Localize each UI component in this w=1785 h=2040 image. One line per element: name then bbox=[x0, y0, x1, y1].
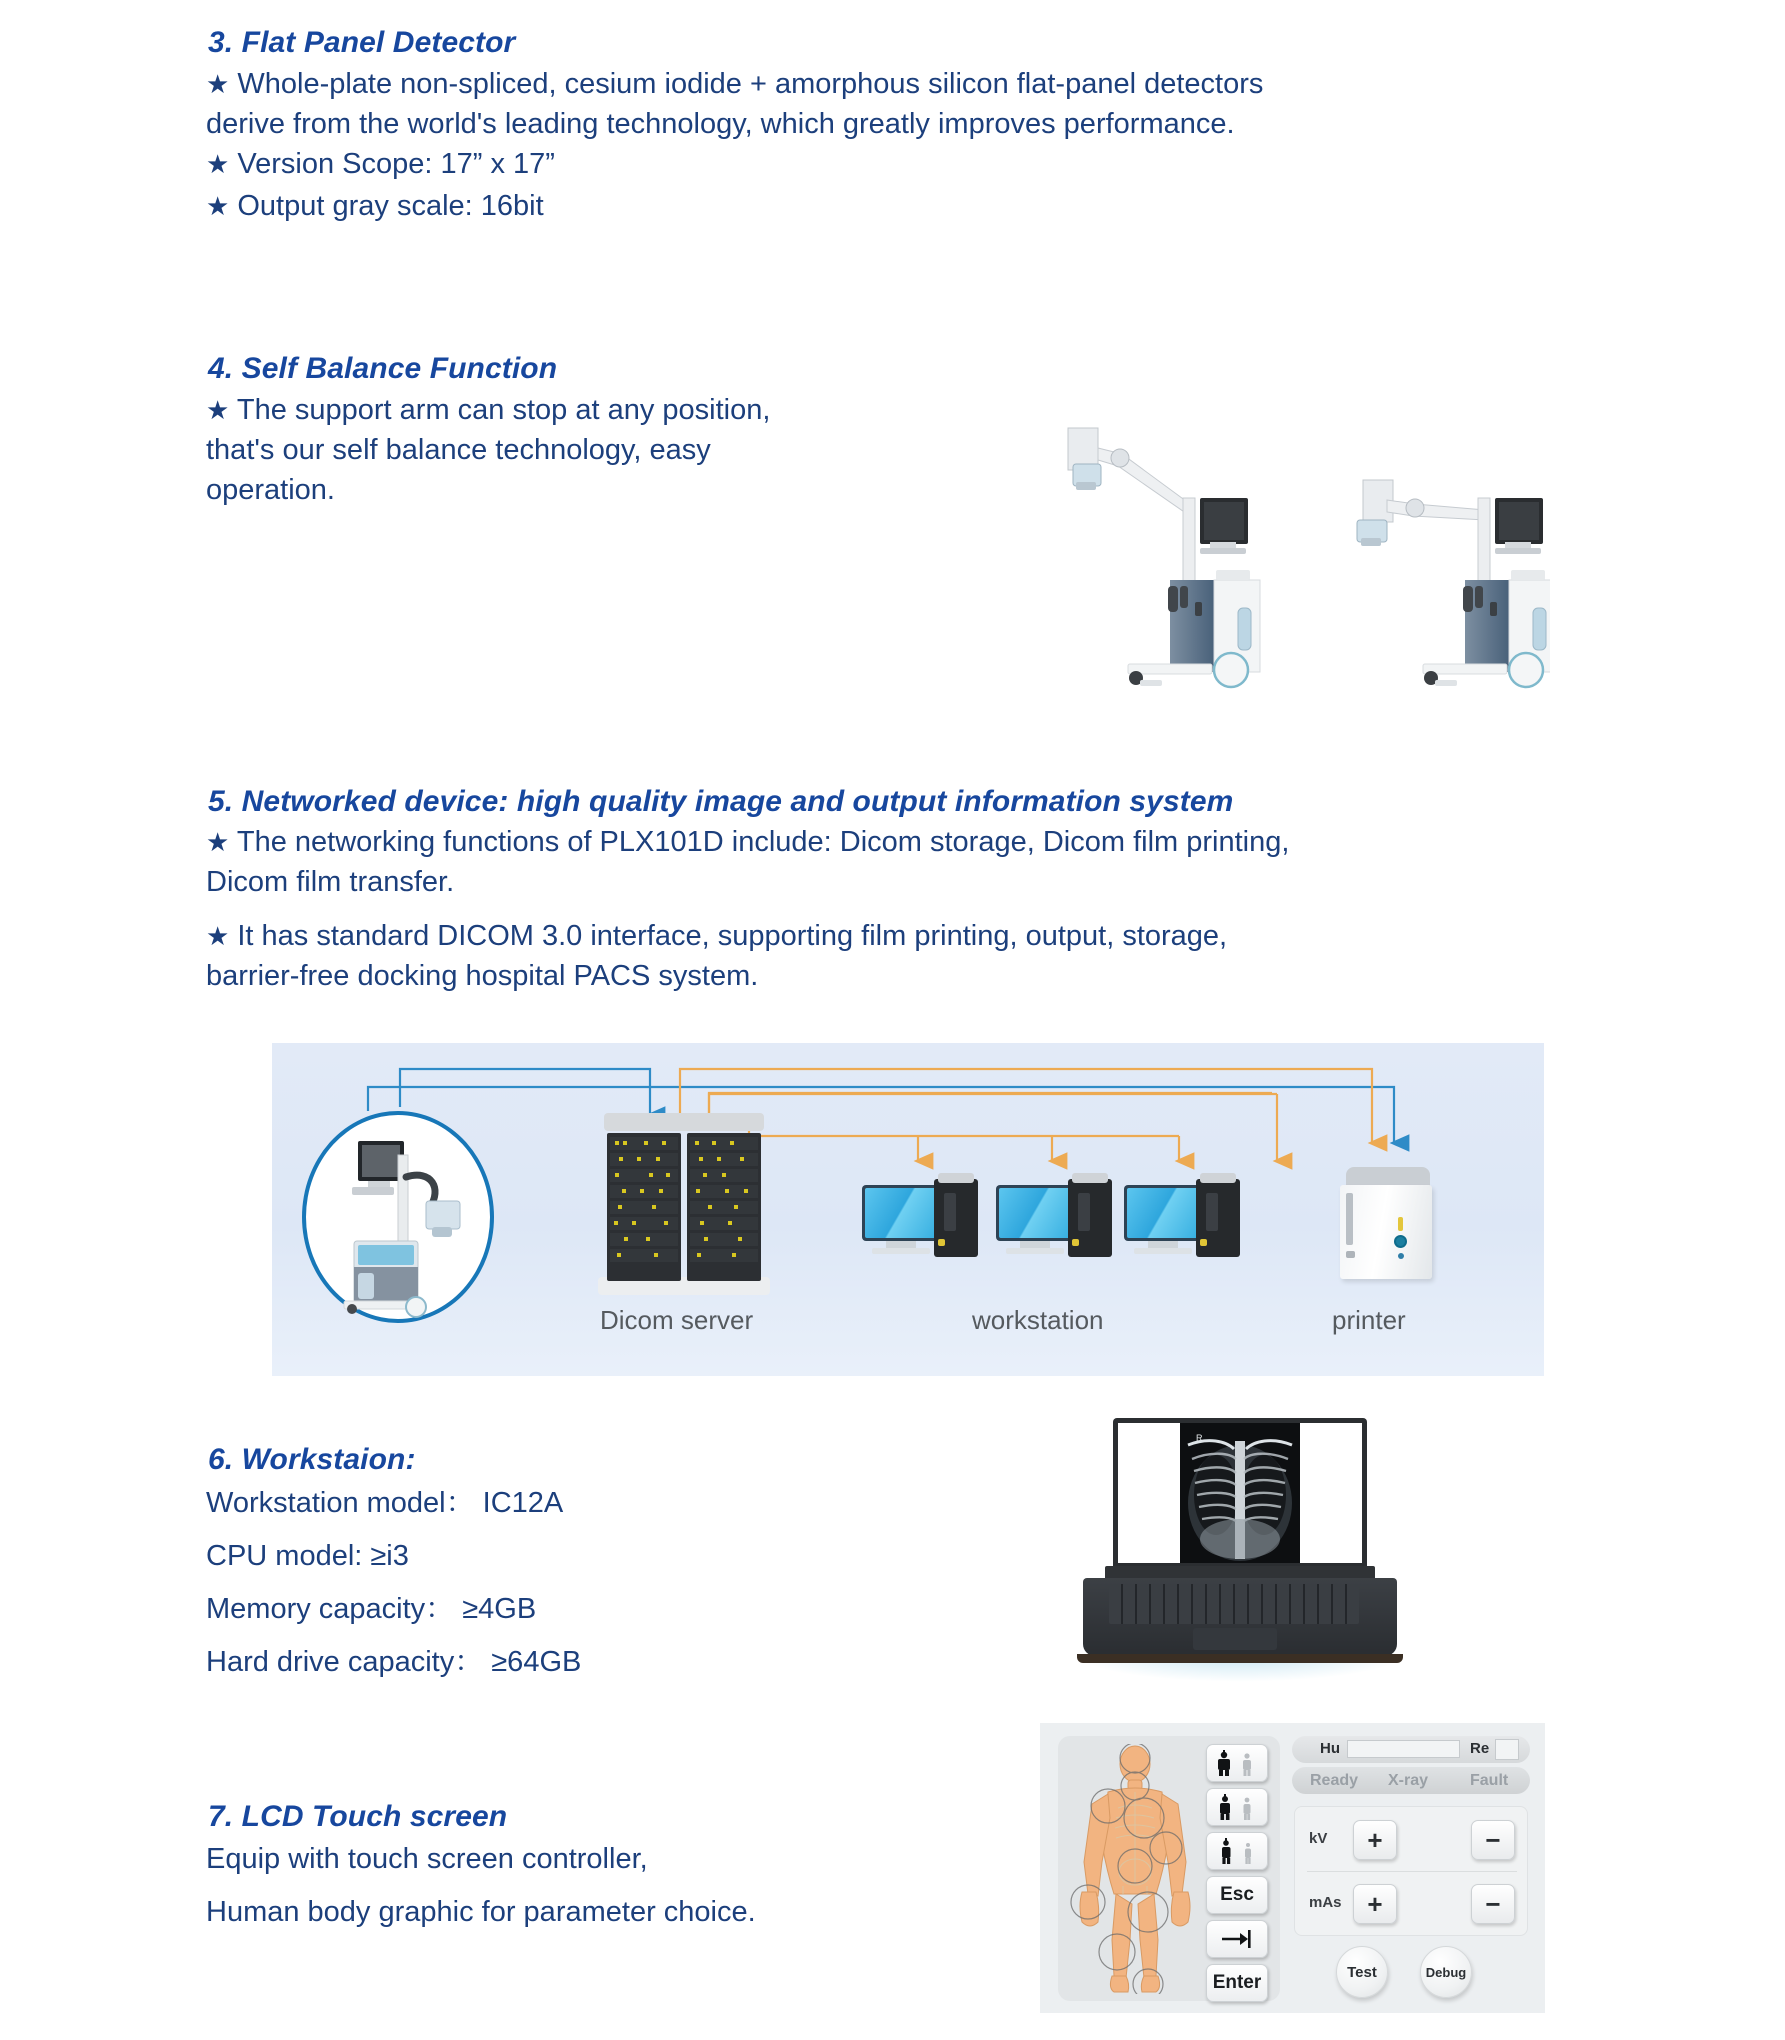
printer-body bbox=[1340, 1185, 1432, 1279]
workstation-3 bbox=[1124, 1171, 1244, 1261]
chest-xray-image bbox=[1180, 1423, 1300, 1563]
section-6-heading: 6. Workstaion: bbox=[208, 1443, 416, 1476]
mas-row bbox=[1295, 1872, 1529, 1936]
section-7-line-2: Human body graphic for parameter choice. bbox=[206, 1896, 756, 1928]
human-body-graphic[interactable] bbox=[1068, 1744, 1202, 1994]
printer-power-icon bbox=[1394, 1235, 1407, 1248]
monitor-stand bbox=[1148, 1241, 1178, 1248]
printer-label: printer bbox=[1332, 1305, 1406, 1335]
section-7-heading: 7. LCD Touch screen bbox=[208, 1800, 508, 1833]
printer-indicator-blue bbox=[1398, 1253, 1404, 1259]
rack-units bbox=[604, 1113, 764, 1285]
hu-label: Hu bbox=[1320, 1740, 1340, 1757]
workstation-1 bbox=[862, 1171, 982, 1261]
workstation-2 bbox=[996, 1171, 1116, 1261]
body-size-3-icon bbox=[1214, 1838, 1260, 1864]
xray-machines-illustration bbox=[1050, 420, 1550, 720]
bullet-star-icon: ★ bbox=[206, 149, 230, 179]
section-4-line-1 bbox=[206, 394, 770, 426]
section-3-line-3-text: Version Scope: 17” x 17” bbox=[237, 148, 555, 180]
tower-led bbox=[1200, 1239, 1207, 1246]
laptop-trackpad[interactable] bbox=[1193, 1628, 1277, 1650]
status-fault: Fault bbox=[1470, 1772, 1509, 1789]
monitor-3 bbox=[1124, 1185, 1202, 1241]
monitor-2 bbox=[996, 1185, 1074, 1241]
tower-top bbox=[1200, 1173, 1236, 1183]
section-6-line-1: Workstation model： IC12A bbox=[206, 1487, 564, 1519]
printer-film-slot bbox=[1346, 1193, 1353, 1245]
monitor-stand bbox=[886, 1241, 916, 1248]
enter-key[interactable]: Enter bbox=[1206, 1964, 1268, 2002]
section-5-line-2: Dicom film transfer. bbox=[206, 866, 455, 898]
monitor-screen bbox=[865, 1188, 937, 1238]
section-3-line-2: derive from the world's leading technology, which greatly improves performance. bbox=[206, 108, 1235, 140]
monitor-base bbox=[1006, 1248, 1064, 1254]
mobile-xray-machine-photos bbox=[1050, 420, 1550, 720]
section-5-line-1 bbox=[206, 826, 1289, 858]
dicom-server-rack bbox=[604, 1113, 764, 1285]
kv-row bbox=[1295, 1808, 1529, 1872]
laptop-screen bbox=[1118, 1423, 1362, 1563]
section-5-line-3-text: It has standard DICOM 3.0 interface, supporting film printing, output, storage, bbox=[237, 920, 1228, 952]
printer-indicator-yellow bbox=[1398, 1217, 1403, 1231]
section-5-line-4: barrier-free docking hospital PACS system. bbox=[206, 960, 759, 992]
kv-increase-button[interactable]: + bbox=[1353, 1820, 1397, 1860]
mas-decrease-button[interactable]: − bbox=[1471, 1884, 1515, 1924]
laptop-lid bbox=[1113, 1418, 1367, 1568]
parameter-controls-area[interactable] bbox=[1292, 1736, 1530, 2001]
section-5-line-3 bbox=[206, 920, 1227, 952]
section-4-heading: 4. Self Balance Function bbox=[208, 352, 558, 385]
monitor-screen bbox=[1127, 1188, 1199, 1238]
workstation-label: workstation bbox=[972, 1305, 1104, 1335]
device-node-illustration bbox=[306, 1115, 490, 1319]
laptop-foot bbox=[1077, 1654, 1403, 1663]
hu-re-bar bbox=[1292, 1736, 1530, 1763]
kv-decrease-button[interactable]: − bbox=[1471, 1820, 1515, 1860]
status-ready: Ready bbox=[1310, 1772, 1359, 1789]
bullet-star-icon: ★ bbox=[206, 921, 230, 951]
laptop-workstation-photo bbox=[1075, 1418, 1405, 1688]
mas-label: mAs bbox=[1309, 1894, 1342, 1911]
film-printer bbox=[1340, 1167, 1436, 1279]
section-6-line-2: CPU model: ≥i3 bbox=[206, 1540, 409, 1572]
section-5-line-1-text: The networking functions of PLX101D include: Dicom storage, Dicom film printing, bbox=[236, 826, 1290, 858]
bullet-star-icon: ★ bbox=[206, 69, 230, 99]
status-xray: X-ray bbox=[1388, 1772, 1429, 1789]
monitor-screen bbox=[999, 1188, 1071, 1238]
debug-button[interactable]: Debug bbox=[1420, 1946, 1472, 1998]
section-3-line-1 bbox=[206, 68, 1263, 100]
re-label: Re bbox=[1470, 1740, 1490, 1757]
section-3-line-3 bbox=[206, 148, 555, 180]
monitor-1 bbox=[862, 1185, 940, 1241]
tower-led bbox=[1072, 1239, 1079, 1246]
bullet-star-icon: ★ bbox=[206, 191, 230, 221]
section-7-line-1: Equip with touch screen controller, bbox=[206, 1843, 648, 1875]
mas-increase-button[interactable]: + bbox=[1353, 1884, 1397, 1924]
monitor-base bbox=[872, 1248, 930, 1254]
section-4-line-3: operation. bbox=[206, 474, 335, 506]
tower-drive-bay bbox=[944, 1193, 956, 1231]
tab-key[interactable] bbox=[1206, 1920, 1268, 1958]
tower-led bbox=[938, 1239, 945, 1246]
test-button[interactable]: Test bbox=[1336, 1946, 1388, 1998]
section-3-heading: 3. Flat Panel Detector bbox=[208, 26, 516, 59]
kv-label: kV bbox=[1309, 1830, 1328, 1847]
section-5-heading: 5. Networked device: high quality image and output information system bbox=[208, 785, 1234, 818]
dicom-server-label: Dicom server bbox=[600, 1305, 754, 1335]
laptop-keyboard[interactable] bbox=[1109, 1584, 1359, 1624]
lcd-touch-screen-panel[interactable] bbox=[1040, 1723, 1545, 2013]
tower-drive-bay bbox=[1206, 1193, 1218, 1231]
tower-top bbox=[938, 1173, 974, 1183]
svg-text:R: R bbox=[1196, 1433, 1203, 1443]
section-6-line-4: Hard drive capacity： ≥64GB bbox=[206, 1646, 582, 1678]
status-bar bbox=[1292, 1767, 1530, 1794]
section-6-line-3: Memory capacity： ≥4GB bbox=[206, 1593, 537, 1625]
network-topology-diagram bbox=[272, 1043, 1544, 1376]
monitor-stand bbox=[1020, 1241, 1050, 1248]
section-3-line-1-text: Whole-plate non-spliced, cesium iodide + amorphous silicon flat-panel detectors bbox=[237, 68, 1264, 100]
tower-drive-bay bbox=[1078, 1193, 1090, 1231]
section-3-line-4 bbox=[206, 190, 544, 222]
body-size-1-icon bbox=[1214, 1750, 1260, 1776]
tab-arrow-icon bbox=[1220, 1929, 1254, 1949]
hu-value-field[interactable] bbox=[1347, 1740, 1460, 1758]
body-size-key-1[interactable] bbox=[1206, 1744, 1268, 1782]
re-value-field[interactable] bbox=[1495, 1739, 1519, 1760]
section-4-line-2: that's our self balance technology, easy bbox=[206, 434, 711, 466]
body-size-key-3[interactable] bbox=[1206, 1832, 1268, 1870]
monitor-base bbox=[1134, 1248, 1192, 1254]
bullet-star-icon: ★ bbox=[206, 827, 230, 857]
section-4-line-1-text: The support arm can stop at any position, bbox=[236, 394, 771, 426]
mobile-xray-device-node bbox=[302, 1111, 494, 1323]
body-size-2-icon bbox=[1214, 1794, 1260, 1820]
tower-top bbox=[1072, 1173, 1108, 1183]
esc-key[interactable]: Esc bbox=[1206, 1876, 1268, 1914]
kv-mas-group bbox=[1294, 1806, 1528, 1936]
printer-tray-slot bbox=[1346, 1251, 1355, 1258]
section-3-line-4-text: Output gray scale: 16bit bbox=[237, 190, 544, 222]
body-size-key-2[interactable] bbox=[1206, 1788, 1268, 1826]
body-selection-area[interactable] bbox=[1058, 1736, 1280, 2001]
bullet-star-icon: ★ bbox=[206, 395, 230, 425]
touch-key-column[interactable] bbox=[1206, 1744, 1270, 1994]
